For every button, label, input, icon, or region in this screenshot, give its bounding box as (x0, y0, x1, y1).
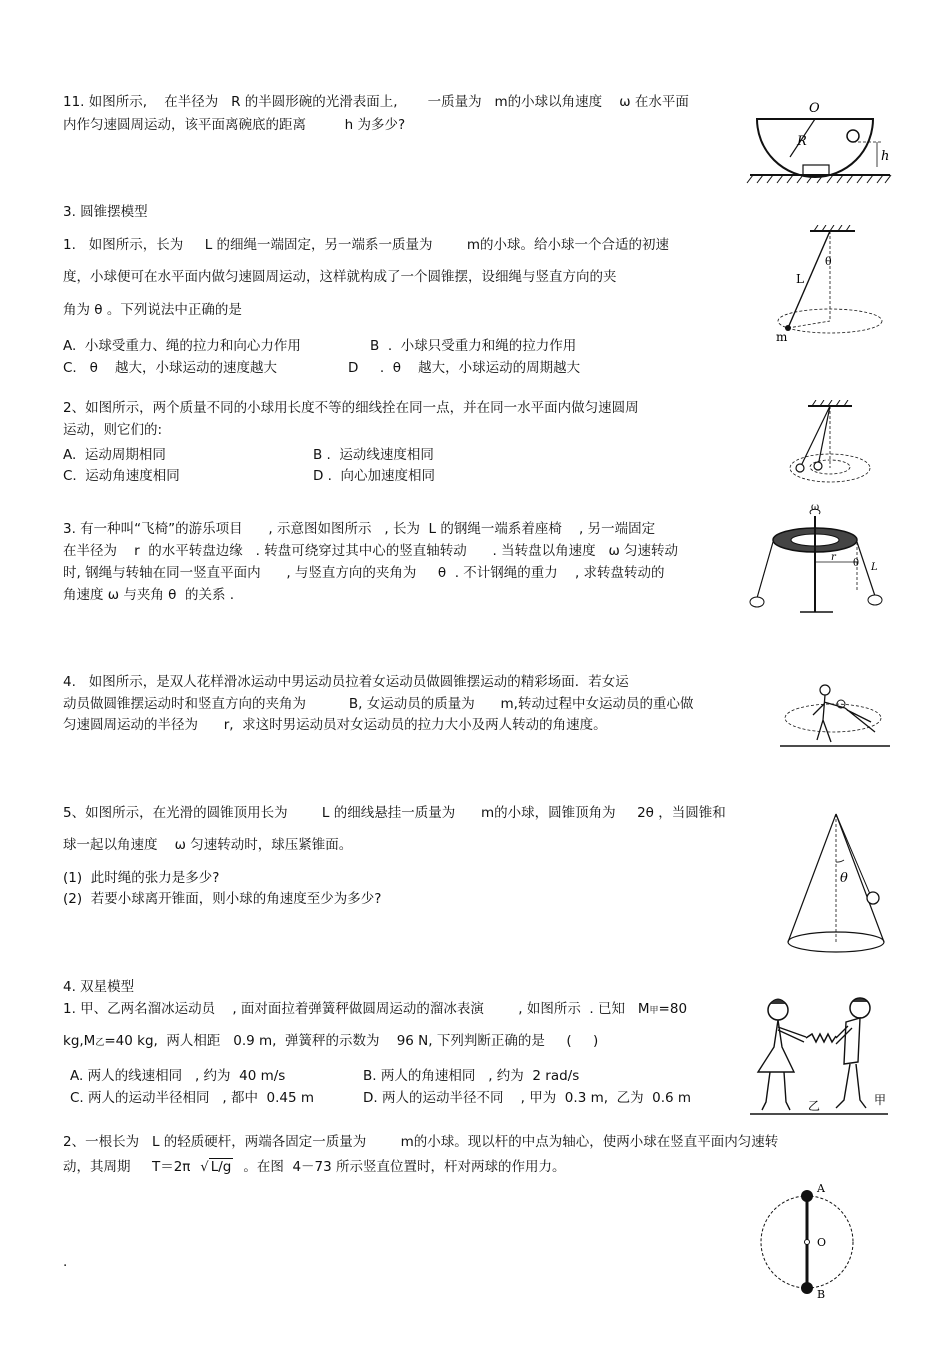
q11-line-2: 内作匀速圆周运动，该平面离碗底的距离 h 为多少? (63, 117, 406, 133)
section-4-title: 4. 双星模型 (63, 979, 135, 995)
d2-sqrt-expression: L/g (210, 1159, 232, 1175)
d1-option-b: B. 两人的角速相同 , 约为 2 rad/s (363, 1068, 580, 1084)
c1-fig-l: L (796, 272, 804, 286)
c3-fig-omega: ω (811, 502, 820, 513)
c1-option-b: B . 小球只受重力和绳的拉力作用 (370, 338, 577, 354)
c2-option-c: C. 运动角速度相同 (63, 468, 180, 484)
footer-dot: . (63, 1254, 68, 1270)
c1-line-2: 度，小球便可在水平面内做匀速圆周运动，这样就构成了一个圆锥摆，设细绳与竖直方向的夹 (63, 269, 617, 285)
figure-skating-figure (775, 680, 895, 755)
d1-m-jia-subscript: 甲 (649, 1006, 659, 1016)
c2-option-b: B . 运动线速度相同 (313, 447, 434, 463)
d1-line-2-text: =40 kg, 两人相距 0.9 m, 弹簧秤的示数为 96 N, 下列判断正确的是 ( ) (104, 1033, 599, 1049)
c3-line-2: 在半径为 r 的水平转盘边缘 . 转盘可绕穿过其中心的竖直轴转动 . 当转盘以角速度 ω 匀速转动 (63, 543, 679, 559)
c2-line-2: 运动，则它们的: (63, 422, 163, 438)
c5-line-1: 5、如图所示，在光滑的圆锥顶用长为 L 的细线悬挂一质量为 m的小球，圆锥顶角为 2θ ，当圆锥和 (63, 805, 726, 821)
conical-pendulum-figure (770, 225, 890, 350)
c4-line-1: 4. 如图所示，是双人花样滑冰运动中男运动员拉着女运动员做圆锥摆运动的精彩场面．若女运 (63, 674, 629, 690)
c5-sub-2: (2) 若要小球离开锥面，则小球的角速度至少为多少? (63, 891, 382, 907)
bowl-label-h: h (881, 149, 890, 164)
c5-sub-1: (1) 此时绳的张力是多少? (63, 870, 220, 886)
flying-chair-figure (745, 500, 890, 620)
c4-line-3: 匀速圆周运动的半径为 r, 求这时男运动员对女运动员的拉力大小及两人转动的角速度。 (63, 717, 607, 733)
c1-option-a: A. 小球受重力、绳的拉力和向心力作用 (63, 338, 301, 354)
d1-fig-jia: 甲 (874, 1093, 887, 1107)
rod-circle-figure (755, 1180, 865, 1300)
skaters-figure (748, 992, 893, 1122)
q11-line-1: 11. 如图所示, 在半径为 R 的半圆形碗的光滑表面上, 一质量为 m的小球以角速度 ω 在水平面 (63, 94, 689, 110)
two-pendulums-figure (780, 400, 890, 495)
d2-line-2-start: 动，其周期 T＝2π (63, 1159, 191, 1175)
section-3-title: 3. 圆锥摆模型 (63, 204, 148, 220)
d1-m-yi-subscript: 乙 (95, 1038, 105, 1048)
d2-line-2-end: 。在图 4－73 所示竖直位置时，杆对两球的作用力。 (243, 1159, 566, 1175)
c1-option-c: C. θ 越大，小球运动的速度越大 (63, 360, 278, 376)
d1-line-2-start: kg,M (63, 1033, 96, 1049)
c1-line-3: 角为 θ 。下列说法中正确的是 (63, 302, 242, 318)
c1-line-1: 1. 如图所示，长为 L 的细绳一端固定，另一端系一质量为 m的小球。给小球一个合适的初速 (63, 237, 670, 253)
d1-line-1 (63, 1000, 687, 1020)
c3-line-1: 3. 有一种叫“飞椅”的游乐项目 , 示意图如图所示 , 长为 L 的钢绳一端系着座椅 , 另一端固定 (63, 521, 656, 537)
d2-line-2: 动，其周期 T＝2π √ L/g 。在图 4－73 所示竖直位置时，杆对两球的作用力。 (63, 1159, 566, 1175)
c1-fig-theta: θ (825, 255, 832, 268)
c2-line-1: 2、如图所示，两个质量不同的小球用长度不等的细线拴在同一点，并在同一水平面内做匀速圆周 (63, 400, 639, 416)
c3-fig-theta: θ (853, 558, 860, 569)
cone-figure (780, 810, 890, 955)
c1-fig-m: m (776, 330, 788, 344)
c3-fig-r: r (831, 552, 836, 563)
c5-line-2: 球一起以角速度 ω 匀速转动时，球压紧锥面。 (63, 837, 353, 853)
d2-line-1: 2、一根长为 L 的轻质硬杆，两端各固定一质量为 m的小球。现以杆的中点为轴心，使两小球在竖直平面内匀速转 (63, 1134, 779, 1150)
c3-line-4: 角速度 ω 与夹角 θ 的关系 . (63, 587, 235, 603)
c2-option-a: A. 运动周期相同 (63, 447, 166, 463)
d2-fig-a: A (817, 1182, 825, 1195)
d2-fig-o: O (817, 1236, 827, 1249)
d1-fig-yi: 乙 (808, 1099, 821, 1113)
d1-option-c: C. 两人的运动半径相同 , 都中 0.45 m (70, 1090, 315, 1106)
bowl-label-r: R (797, 134, 807, 149)
c5-fig-theta: θ (840, 871, 848, 886)
bowl-label-o: O (809, 101, 820, 116)
c3-fig-l: L (871, 562, 878, 573)
bowl-figure (745, 95, 895, 187)
c1-option-d: D . θ 越大，小球运动的周期越大 (348, 360, 581, 376)
d1-option-a: A. 两人的线速相同 , 约为 40 m/s (70, 1068, 286, 1084)
d1-option-d: D. 两人的运动半径不同 , 甲为 0.3 m, 乙为 0.6 m (363, 1090, 692, 1106)
d2-fig-b: B (817, 1288, 826, 1300)
d1-line-2 (63, 1032, 598, 1052)
d1-line-1-end: =80 (658, 1001, 688, 1017)
d1-line-1-text: 1. 甲、乙两名溜冰运动员 , 面对面拉着弹簧秤做圆周运动的溜冰表演 , 如图所示 . 已知 M (63, 1001, 650, 1017)
c3-line-3: 时, 钢绳与转轴在同一竖直平面内 , 与竖直方向的夹角为 θ . 不计钢绳的重力 , 求转盘转动的 (63, 565, 665, 581)
c4-line-2: 动员做圆锥摆运动时和竖直方向的夹角为 B, 女运动员的质量为 m,转动过程中女运动员的重心做 (63, 696, 694, 712)
c2-option-d: D . 向心加速度相同 (313, 468, 436, 484)
